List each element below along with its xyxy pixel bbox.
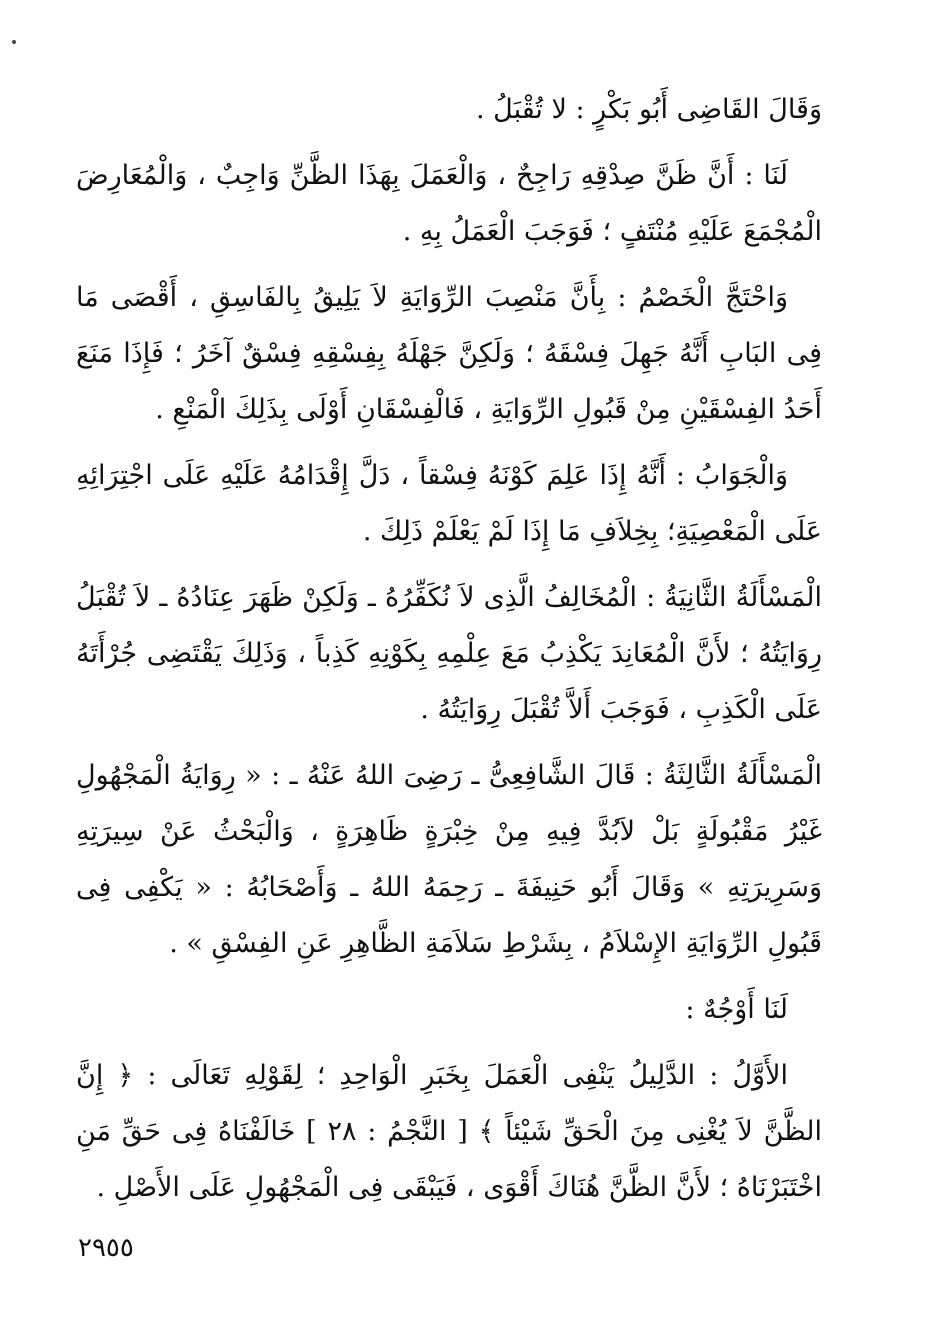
paragraph-second-issue: الْمَسْأَلَةُ الثَّانِيَةُ : الْمُخَالِفُ الَّذِى لاَ نُكَفِّرُهُ ـ وَلَكِنْ ظَهَرَ عِنَادُهُ ـ لاَ تُقْبَلُ رِوَايَتُهُ ؛ لأَنَّ الْمُعَانِدَ يَكْذِبُ مَعَ عِلْمِهِ بِكَوْنِهِ كَذِباً ، وَذَلِكَ يَقْتَضِى جُرْأَتَهُ عَلَى الْكَذِبِ ، فَوَجَبَ أَلاَّ تُقْبَلَ رِوَايَتُهُ . bbox=[76, 582, 822, 725]
paragraph-first-aspect: الأَوَّلُ : الدَّلِيلُ يَنْفِى الْعَمَلَ بِخَبَرِ الْوَاحِدِ ؛ لِقَوْلِهِ تَعَالَى : ﴿ إِنَّ الظَّنَّ لاَ يُغْنِى مِنَ الْحَقِّ شَيْئاً ﴾ [ النَّجْمُ : ٢٨ ] خَالَفْنَاهُ فِى حَقِّ مَنِ اخْتَبَرْنَاهُ ؛ لأَنَّ الظَّنَّ هُنَاكَ أَقْوَى ، فَيَبْقَى فِى الْمَجْهُولِ عَلَى الأَصْلِ . bbox=[76, 1060, 823, 1203]
page-number: ٢٩٥٥ bbox=[78, 1233, 134, 1263]
paragraph-lana-argument: لَنَا : أَنَّ ظَنَّ صِدْقِهِ رَاجِحٌ ، وَالْعَمَلَ بِهَذَا الظَّنِّ وَاجِبٌ ، وَالْمُعَارِضَ الْمُجْمَعَ عَلَيْهِ مُنْتَفٍ ؛ فَوَجَبَ الْعَمَلُ بِهِ . bbox=[76, 160, 822, 247]
scan-speck bbox=[12, 40, 16, 44]
paragraph-qadi-abu-bakr: وَقَالَ القَاضِى أَبُو بَكْرٍ : لا تُقْبَلُ . bbox=[475, 94, 822, 125]
paragraph-opponent-argument: وَاحْتَجَّ الْخَصْمُ : بِأَنَّ مَنْصِبَ الرِّوَايَةِ لاَ يَلِيقُ بِالفَاسِقِ ، أَقْصَى مَا فِى البَابِ أَنَّهُ جَهِلَ فِسْقَهُ ؛ وَلَكِنَّ جَهْلَهُ بِفِسْقِهِ فِسْقٌ آخَرُ ؛ فَإِذَا مَنَعَ أَحَدُ الفِسْقَيْنِ مِنْ قَبُولِ الرِّوَايَةِ ، فَالْفِسْقَانِ أَوْلَى بِذَلِكَ الْمَنْعِ . bbox=[76, 282, 822, 425]
body-text bbox=[76, 82, 822, 1226]
paragraph-our-aspects: لَنَا أَوْجُهٌ : bbox=[685, 994, 788, 1025]
paragraph-answer: وَالْجَوَابُ : أَنَّهُ إِذَا عَلِمَ كَوْنَهُ فِسْقاً ، دَلَّ إِقْدَامُهُ عَلَيْهِ عَلَى اجْتِرَائِهِ عَلَى الْمَعْصِيَةِ؛ بِخِلاَفِ مَا إِذَا لَمْ يَعْلَمْ ذَلِكَ . bbox=[76, 460, 822, 547]
paragraph-third-issue: الْمَسْأَلَةُ الثَّالِثَةُ : قَالَ الشَّافِعِىُّ ـ رَضِىَ اللهُ عَنْهُ ـ : « رِوَايَةُ الْمَجْهُولِ غَيْرُ مَقْبُولَةٍ بَلْ لاَبُدَّ فِيهِ مِنْ خِبْرَةٍ ظَاهِرَةٍ ، وَالْبَحْثُ عَنْ سِيرَتِهِ وَسَرِيرَتِهِ » وَقَالَ أَبُو حَنِيفَةَ ـ رَحِمَهُ اللهُ ـ وَأَصْحَابُهُ : « يَكْفِى فِى قَبُولِ الرِّوَايَةِ الإِسْلاَمُ ، بِشَرْطِ سَلاَمَةِ الظَّاهِرِ عَنِ الفِسْقِ » . bbox=[76, 760, 823, 959]
